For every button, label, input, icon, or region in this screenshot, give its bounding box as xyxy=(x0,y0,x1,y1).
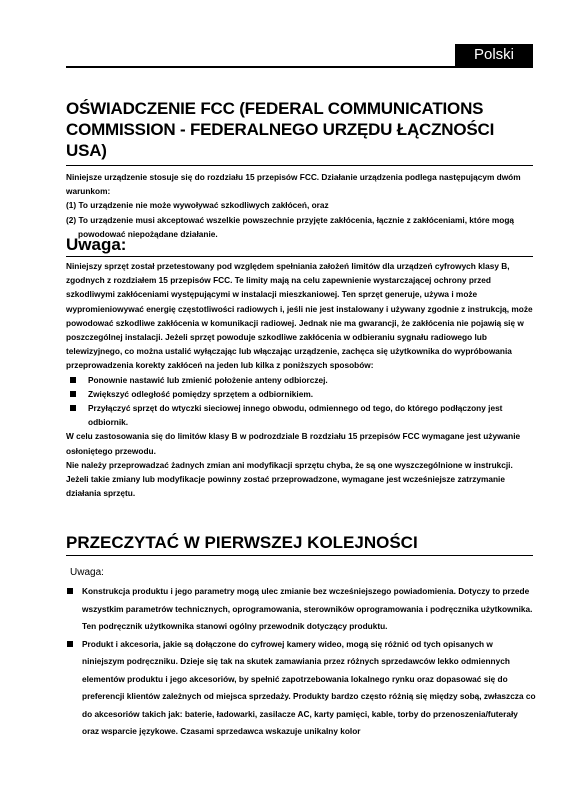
interference-remedy-list xyxy=(66,373,533,430)
uwaga-heading: Uwaga: xyxy=(66,235,127,254)
fcc-statement-body xyxy=(66,170,533,241)
fcc-statement-title: OŚWIADCZENIE FCC (FEDERAL COMMUNICATIONS COMMISSION - FEDERALNEGO URZĘDU ŁĄCZNOŚCI USA) xyxy=(66,99,495,160)
square-bullet-icon xyxy=(70,377,76,383)
list-item: Konstrukcja produktu i jego parametry mogą ulec zmianie bez wcześniejszego powiadomienia. Dotyczy to przede wszystkim parametrów technicznych, oprogramowania, sterowników oprogramowania i podręcznika użytkownika. Ten podręcznik użytkownika stanowi ogólny przewodnik dotyczący produktu. xyxy=(66,583,536,636)
read-first-heading: PRZECZYTAĆ W PIERWSZEJ KOLEJNOŚCI xyxy=(66,533,418,552)
square-bullet-icon xyxy=(67,588,73,594)
list-item: Produkt i akcesoria, jakie są dołączone do cyfrowej kamery wideo, mogą się różnić od tych opisanych w niniejszym podręczniku. Dzieje się tak na skutek zamawiania przez różnych sprzedawców lekko odmiennych elementów produktu i jego akcesoriów, by spełnić zapotrzebowania lokalnego rynku oraz dopasować się do preferencji klientów zależnych od miejsca sprzedaży. Produkty bardzo często różnią się między sobą, zwłaszcza co do akcesoriów takich jak: baterie, ładowarki, zasilacze AC, karty pamięci, kable, torby do przenoszenia/futerały oraz wsparcie językowe. Czasami sprzedawca wskazuje unikalny kolor xyxy=(66,636,536,741)
read-first-list xyxy=(66,583,536,741)
square-bullet-icon xyxy=(67,641,73,647)
square-bullet-icon xyxy=(70,405,76,411)
modification-note: Nie należy przeprowadzać żadnych zmian ani modyfikacji sprzętu chyba, że są one wyszczególnione w instrukcji. Jeżeli takie zmiany lub modyfikacje powinny zostać przeprowadzone, wymagane jest wcześniejsze zatrzymanie działania sprzętu. xyxy=(66,459,513,499)
list-item: Przyłączyć sprzęt do wtyczki sieciowej innego obwodu, odmiennego od tego, do którego podłączony jest odbiornik. xyxy=(66,401,533,429)
fcc-condition-2: (2) To urządzenie musi akceptować wszelkie powszechnie przyjęte zakłócenia, łącznie z zakłóceniami, które mogą powodować niepożądane działanie. xyxy=(66,214,515,239)
shielded-cable-note: W celu zastosowania się do limitów klasy B w podrozdziale B rozdziału 15 przepisów FCC wymagane jest używanie osłoniętego przewodu. xyxy=(66,431,521,456)
list-item: Zwiększyć odległość pomiędzy sprzętem a odbiornikiem. xyxy=(66,387,533,401)
language-badge: Polski xyxy=(455,44,533,66)
read-first-note-label: Uwaga: xyxy=(70,567,104,578)
fcc-title-rule xyxy=(66,165,533,166)
list-item: Ponownie nastawić lub zmienić położenie anteny odbiorczej. xyxy=(66,373,533,387)
fcc-condition-1: (1) To urządzenie nie może wywoływać szkodliwych zakłóceń, oraz xyxy=(66,200,329,211)
uwaga-paragraph: Niniejszy sprzęt został przetestowany pod względem spełniania założeń limitów dla urządzeń cyfrowych klasy B, zgodnych z rozdziałem 15 przepisów FCC. Te limity mają na celu zapewnienie wystarczającej ochrony przed szkodliwymi zakłóceniami występującymi w instalacji mieszkaniowej. Ten sprzęt generuje, używa i może wypromieniowywać energię częstotliwości radiowych i, jeśli nie jest instalowany i używany zgodnie z instrukcją, może powodować szkodliwe zakłócenia w komunikacji radiowej. Jednak nie ma gwarancji, że zakłócenia nie pojawią się w poszczególnej instalacji. Jeżeli sprzęt powoduje szkodliwe zakłócenia w odbieraniu sygnału radiowego lub telewizyjnego, co można ustalić wyłączając lub włączając urządzenie, zachęca się użytkownika do wypróbowania przeprowadzenia korekty zakłóceń na jeden lub kilka z poniższych sposobów: xyxy=(66,261,533,371)
uwaga-body xyxy=(66,259,533,500)
uwaga-rule xyxy=(66,256,533,257)
read-first-rule xyxy=(66,555,533,556)
header-rule xyxy=(66,66,533,68)
fcc-intro: Niniejsze urządzenie stosuje się do rozdziału 15 przepisów FCC. Działanie urządzenia podlega następującym dwóm warunkom: xyxy=(66,172,521,197)
square-bullet-icon xyxy=(70,391,76,397)
